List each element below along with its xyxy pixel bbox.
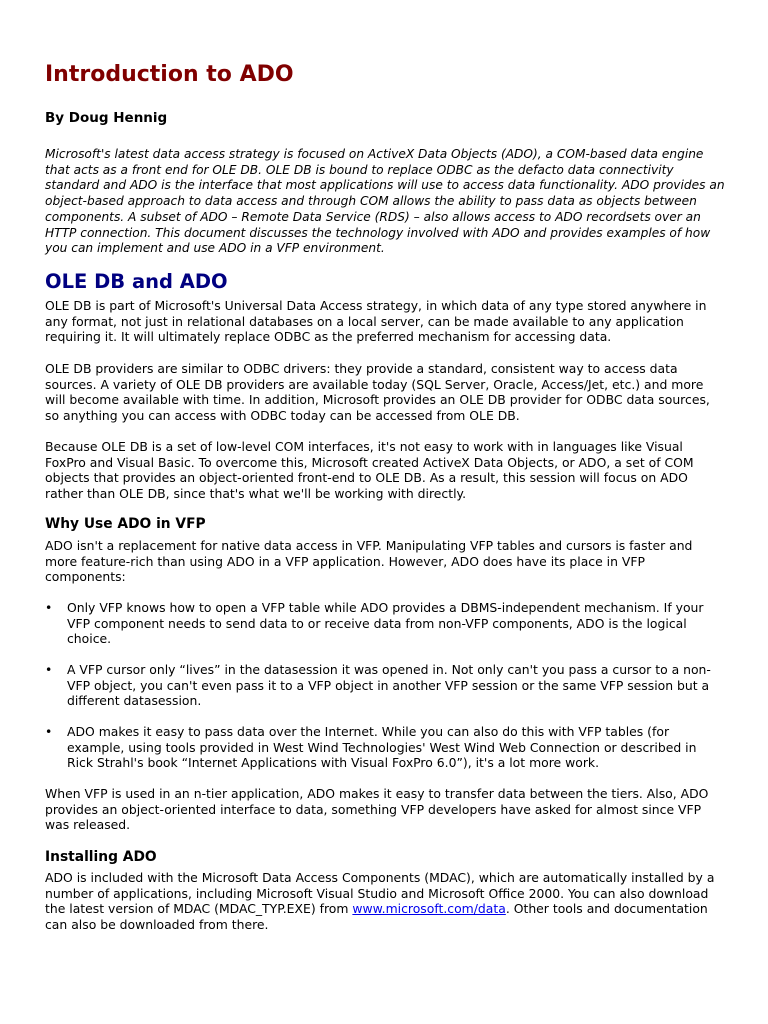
list-item-text: Only VFP knows how to open a VFP table while ADO provides a DBMS-independent mechanism. If your VFP component needs to send data to or receive data from non-VFP components, ADO is the logical choice. xyxy=(67,600,704,647)
ole-db-paragraph-3: Because OLE DB is a set of low-level COM interfaces, it's not easy to work with in languages like Visual FoxPro and Visual Basic. To overcome this, Microsoft created ActiveX Data Objects, or ADO, a set of COM objects that provides an object-oriented front-end to OLE DB. As a result, this session will focus on ADO rather than OLE DB, since that's what we'll be working with directly. xyxy=(45,439,694,502)
section-heading-ole-db-and-ado: OLE DB and ADO xyxy=(45,270,228,293)
why-use-ado-closing: When VFP is used in an n-tier application, ADO makes it easy to transfer data between the tiers. Also, ADO provides an object-oriented interface to data, something VFP developers have asked for almost since VFP was released. xyxy=(45,786,709,833)
why-use-ado-intro: ADO isn't a replacement for native data access in VFP. Manipulating VFP tables and cursors is faster and more feature-rich than using ADO in a VFP application. However, ADO does have its place in VFP components: xyxy=(45,538,693,585)
ole-db-paragraph-1: OLE DB is part of Microsoft's Universal Data Access strategy, in which data of any type stored anywhere in any format, not just in relational databases on a local server, can be made available to any application requiring it. It will ultimately replace ODBC as the preferred mechanism for accessing data. xyxy=(45,298,707,345)
installing-ado-text-after-link: . Other tools and documentation can also be downloaded from there. xyxy=(45,901,708,933)
abstract-paragraph: Microsoft's latest data access strategy is focused on ActiveX Data Objects (ADO), a COM-based data engine that acts as a front end for OLE DB. OLE DB is bound to replace ODBC as the defacto data connectivity standard and ADO is the interface that most applications will use to access data functionality. ADO provides an object-based approach to data access and through COM allows the ability to pass data as objects between components. A subset of ADO – Remote Data Service (RDS) – also allows access to ADO recordsets over an HTTP connection. This document discusses the technology involved with ADO and provides examples of how you can implement and use ADO in a VFP environment. xyxy=(45,147,725,256)
installing-ado-paragraph xyxy=(45,870,725,933)
document-author: By Doug Hennig xyxy=(45,110,168,126)
bullet-icon: • xyxy=(45,600,53,615)
bullet-icon: • xyxy=(45,724,53,739)
list-item-text: A VFP cursor only “lives” in the datasession it was opened in. Not only can't you pass a cursor to a non-VFP object, you can't even pass it to a VFP object in another VFP session or the same VFP session but a different datasession. xyxy=(67,662,711,709)
ole-db-paragraph-2: OLE DB providers are similar to ODBC drivers: they provide a standard, consistent way to access data sources. A variety of OLE DB providers are available today (SQL Server, Oracle, Access/Jet, etc.) and more will become available with time. In addition, Microsoft provides an OLE DB provider for ODBC data sources, so anything you can access with ODBC today can be accessed from OLE DB. xyxy=(45,361,710,424)
section-heading-why-use-ado: Why Use ADO in VFP xyxy=(45,516,206,532)
list-item-text: ADO makes it easy to pass data over the Internet. While you can also do this with VFP tables (for example, using tools provided in West Wind Technologies' West Wind Web Connection or described in Rick Strahl's book “Internet Applications with Visual FoxPro 6.0”), it's a lot more work. xyxy=(67,724,697,771)
document-title: Introduction to ADO xyxy=(45,62,294,87)
bullet-icon: • xyxy=(45,662,53,677)
installing-ado-text-before-link: ADO is included with the Microsoft Data Access Components (MDAC), which are automatically installed by a number of applications, including Microsoft Visual Studio and Microsoft Office 2000. You can also download the latest version of MDAC (MDAC_TYP.EXE) from xyxy=(45,870,715,917)
mdac-download-link[interactable]: www.microsoft.com/data xyxy=(352,901,506,917)
section-heading-installing-ado: Installing ADO xyxy=(45,849,157,865)
